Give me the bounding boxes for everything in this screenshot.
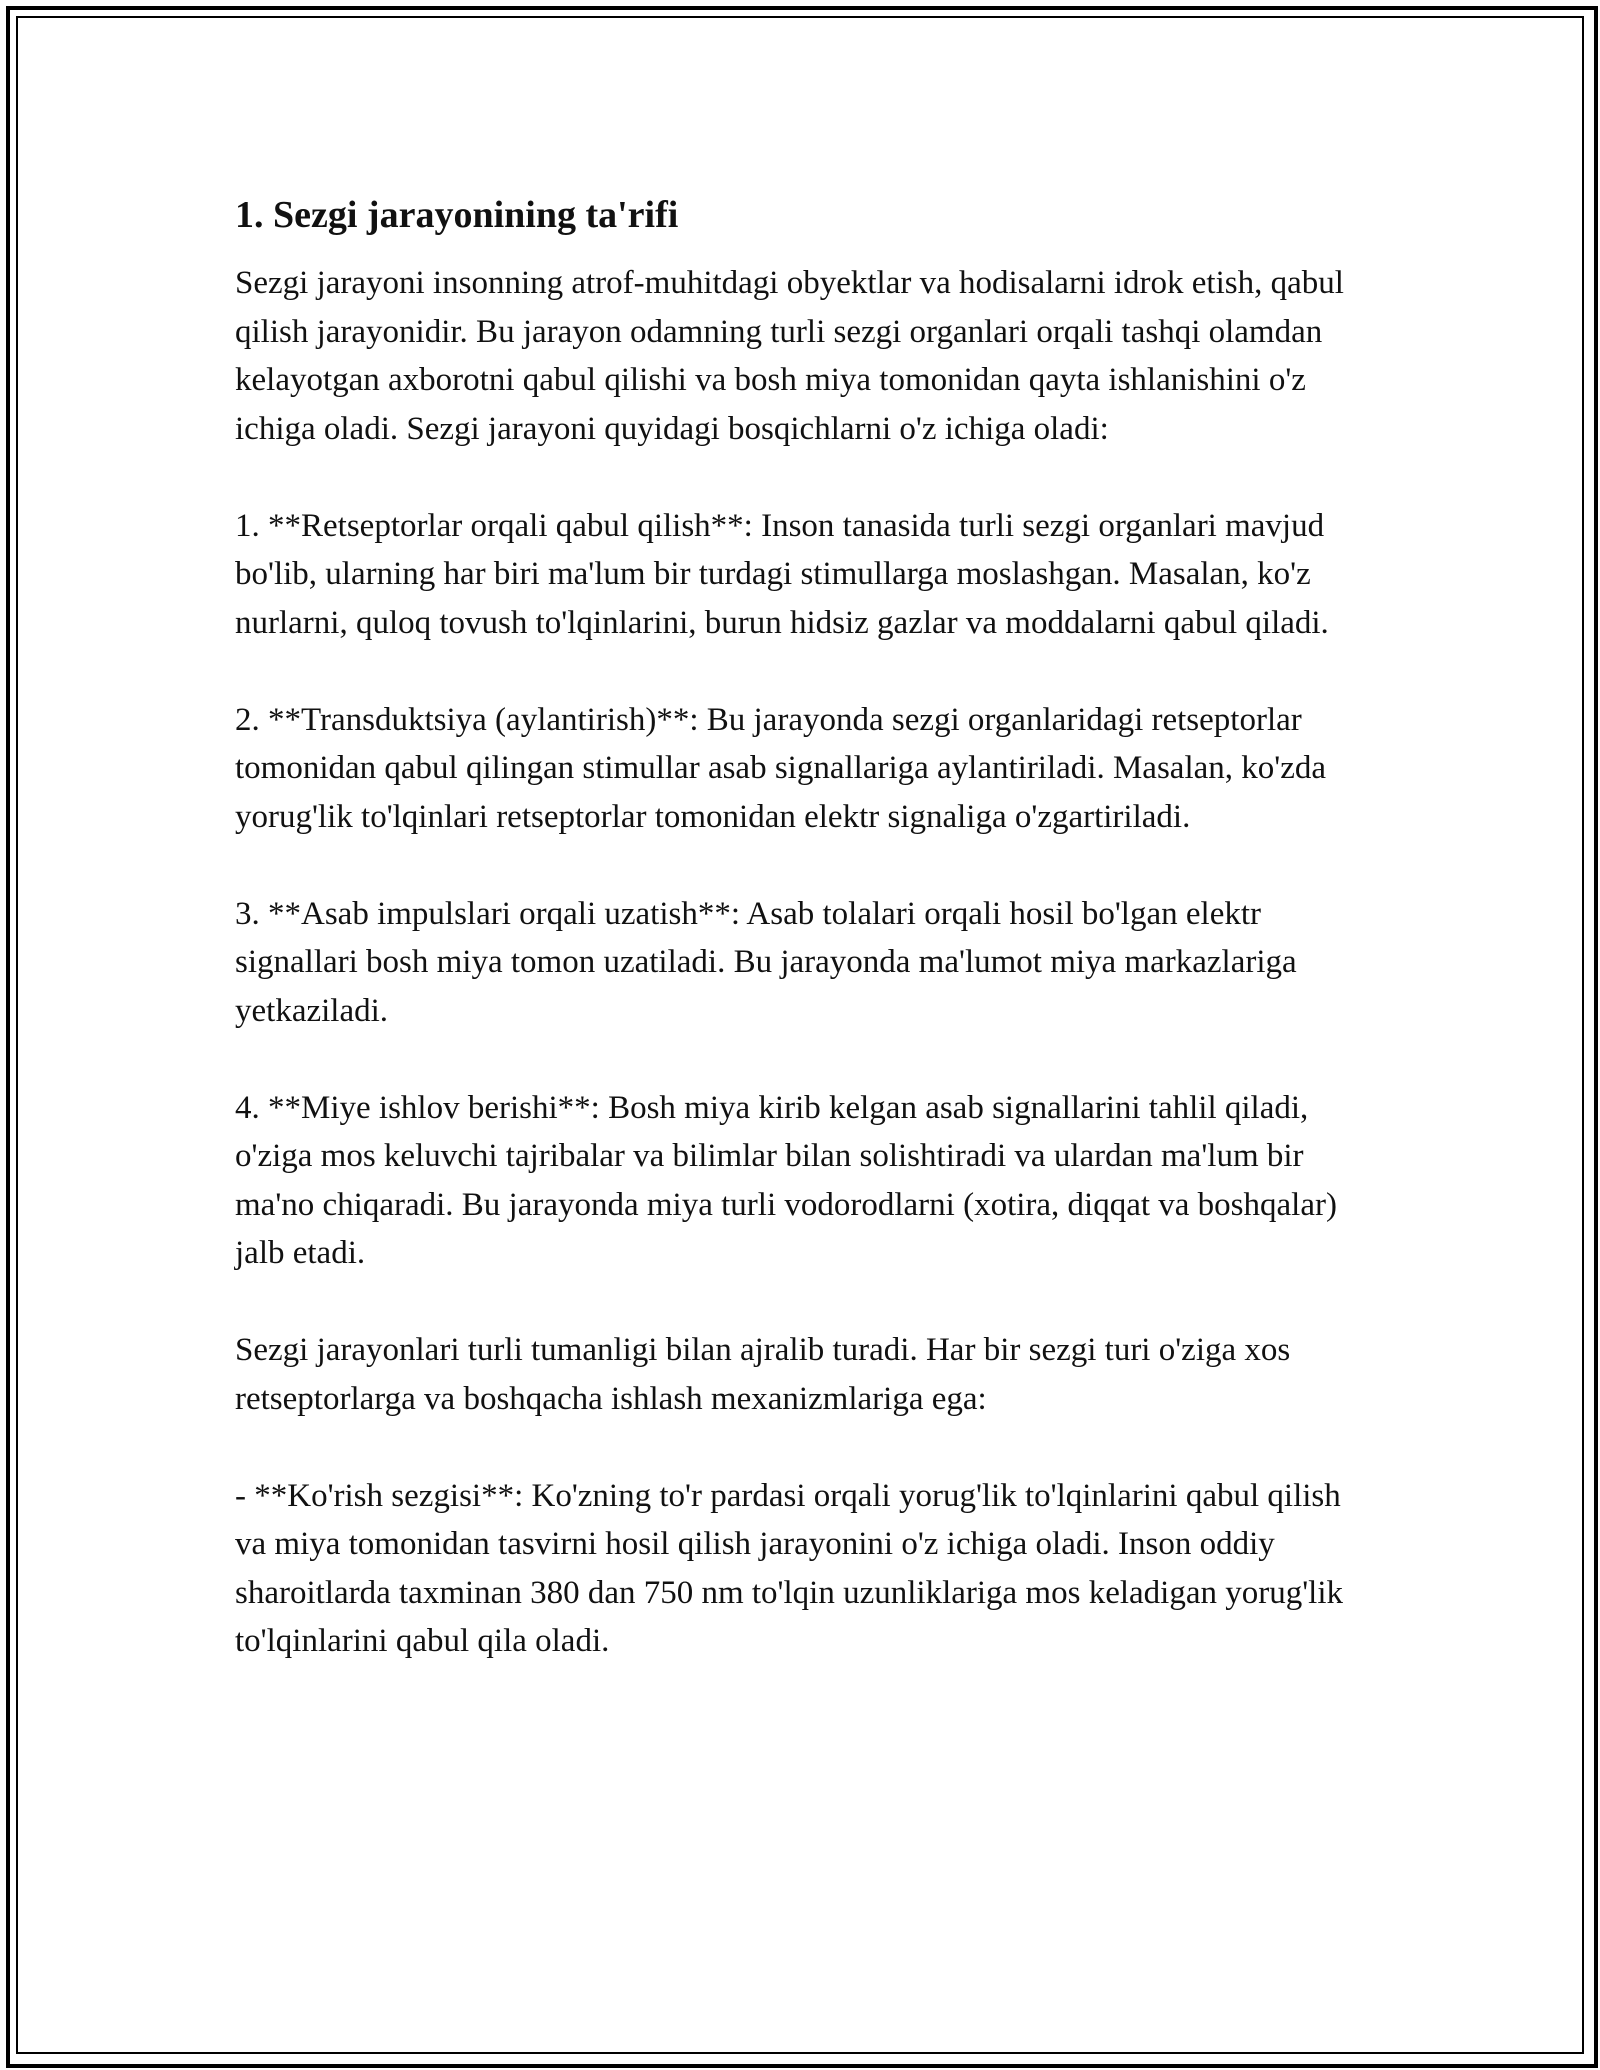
paragraph-vision: - **Ko'rish sezgisi**: Ko'zning to'r pardasi orqali yorug'lik to'lqinlarini qabul qilish va miya tomonidan tasvirni hosil qilish jarayonini o'z ichiga oladi. Inson oddiy sharoitlarda taxminan 380 dan 750 nm to'lqin uzunliklariga mos keladigan yorug'lik to'lqinlarini qabul qila oladi. [235,1477,1343,1659]
paragraph-step-3: 3. **Asab impulslari orqali uzatish**: Asab tolalari orqali hosil bo'lgan elektr signallari bosh miya tomon uzatiladi. Bu jarayonda ma'lumot miya markazlariga yetkaziladi. [235,895,1297,1029]
document-body [235,185,1375,1714]
paragraph-intro: Sezgi jarayoni insonning atrof-muhitdagi obyektlar va hodisalarni idrok etish, qabul qilish jarayonidir. Bu jarayon odamning turli sezgi organlari orqali tashqi olamdan kelayotgan axborotni qabul qilishi va bosh miya tomonidan qayta ishlanishini o'z ichiga oladi. Sezgi jarayoni quyidagi bosqichlarni o'z ichiga oladi: [235,265,1344,447]
paragraph-summary: Sezgi jarayonlari turli tumanligi bilan ajralib turadi. Har bir sezgi turi o'ziga xos retseptorlarga va boshqacha ishlash mexanizmlariga ega: [235,1332,1291,1417]
paragraph-step-4: 4. **Miye ishlov berishi**: Bosh miya kirib kelgan asab signallarini tahlil qiladi, o'ziga mos keluvchi tajribalar va bilimlar bilan solishtiradi va ulardan ma'lum bir ma'no chiqaradi. Bu jarayonda miya turli vodorodlarni (xotira, diqqat va boshqalar) jalb etadi. [235,1089,1337,1271]
paragraph-step-1: 1. **Retseptorlar orqali qabul qilish**: Inson tanasida turli sezgi organlari mavjud bo'lib, ularning har biri ma'lum bir turdagi stimullarga moslashgan. Masalan, ko'z nurlarni, quloq tovush to'lqinlarini, burun hidsiz gazlar va moddalarni qabul qiladi. [235,507,1329,641]
paragraph-step-2: 2. **Transduktsiya (aylantirish)**: Bu jarayonda sezgi organlaridagi retseptorlar tomonidan qabul qilingan stimullar asab signallariga aylantiriladi. Masalan, ko'zda yorug'lik to'lqinlari retseptorlar tomonidan elektr signaliga o'zgartiriladi. [235,701,1326,835]
section-heading: 1. Sezgi jarayonining ta'rifi [235,194,679,236]
